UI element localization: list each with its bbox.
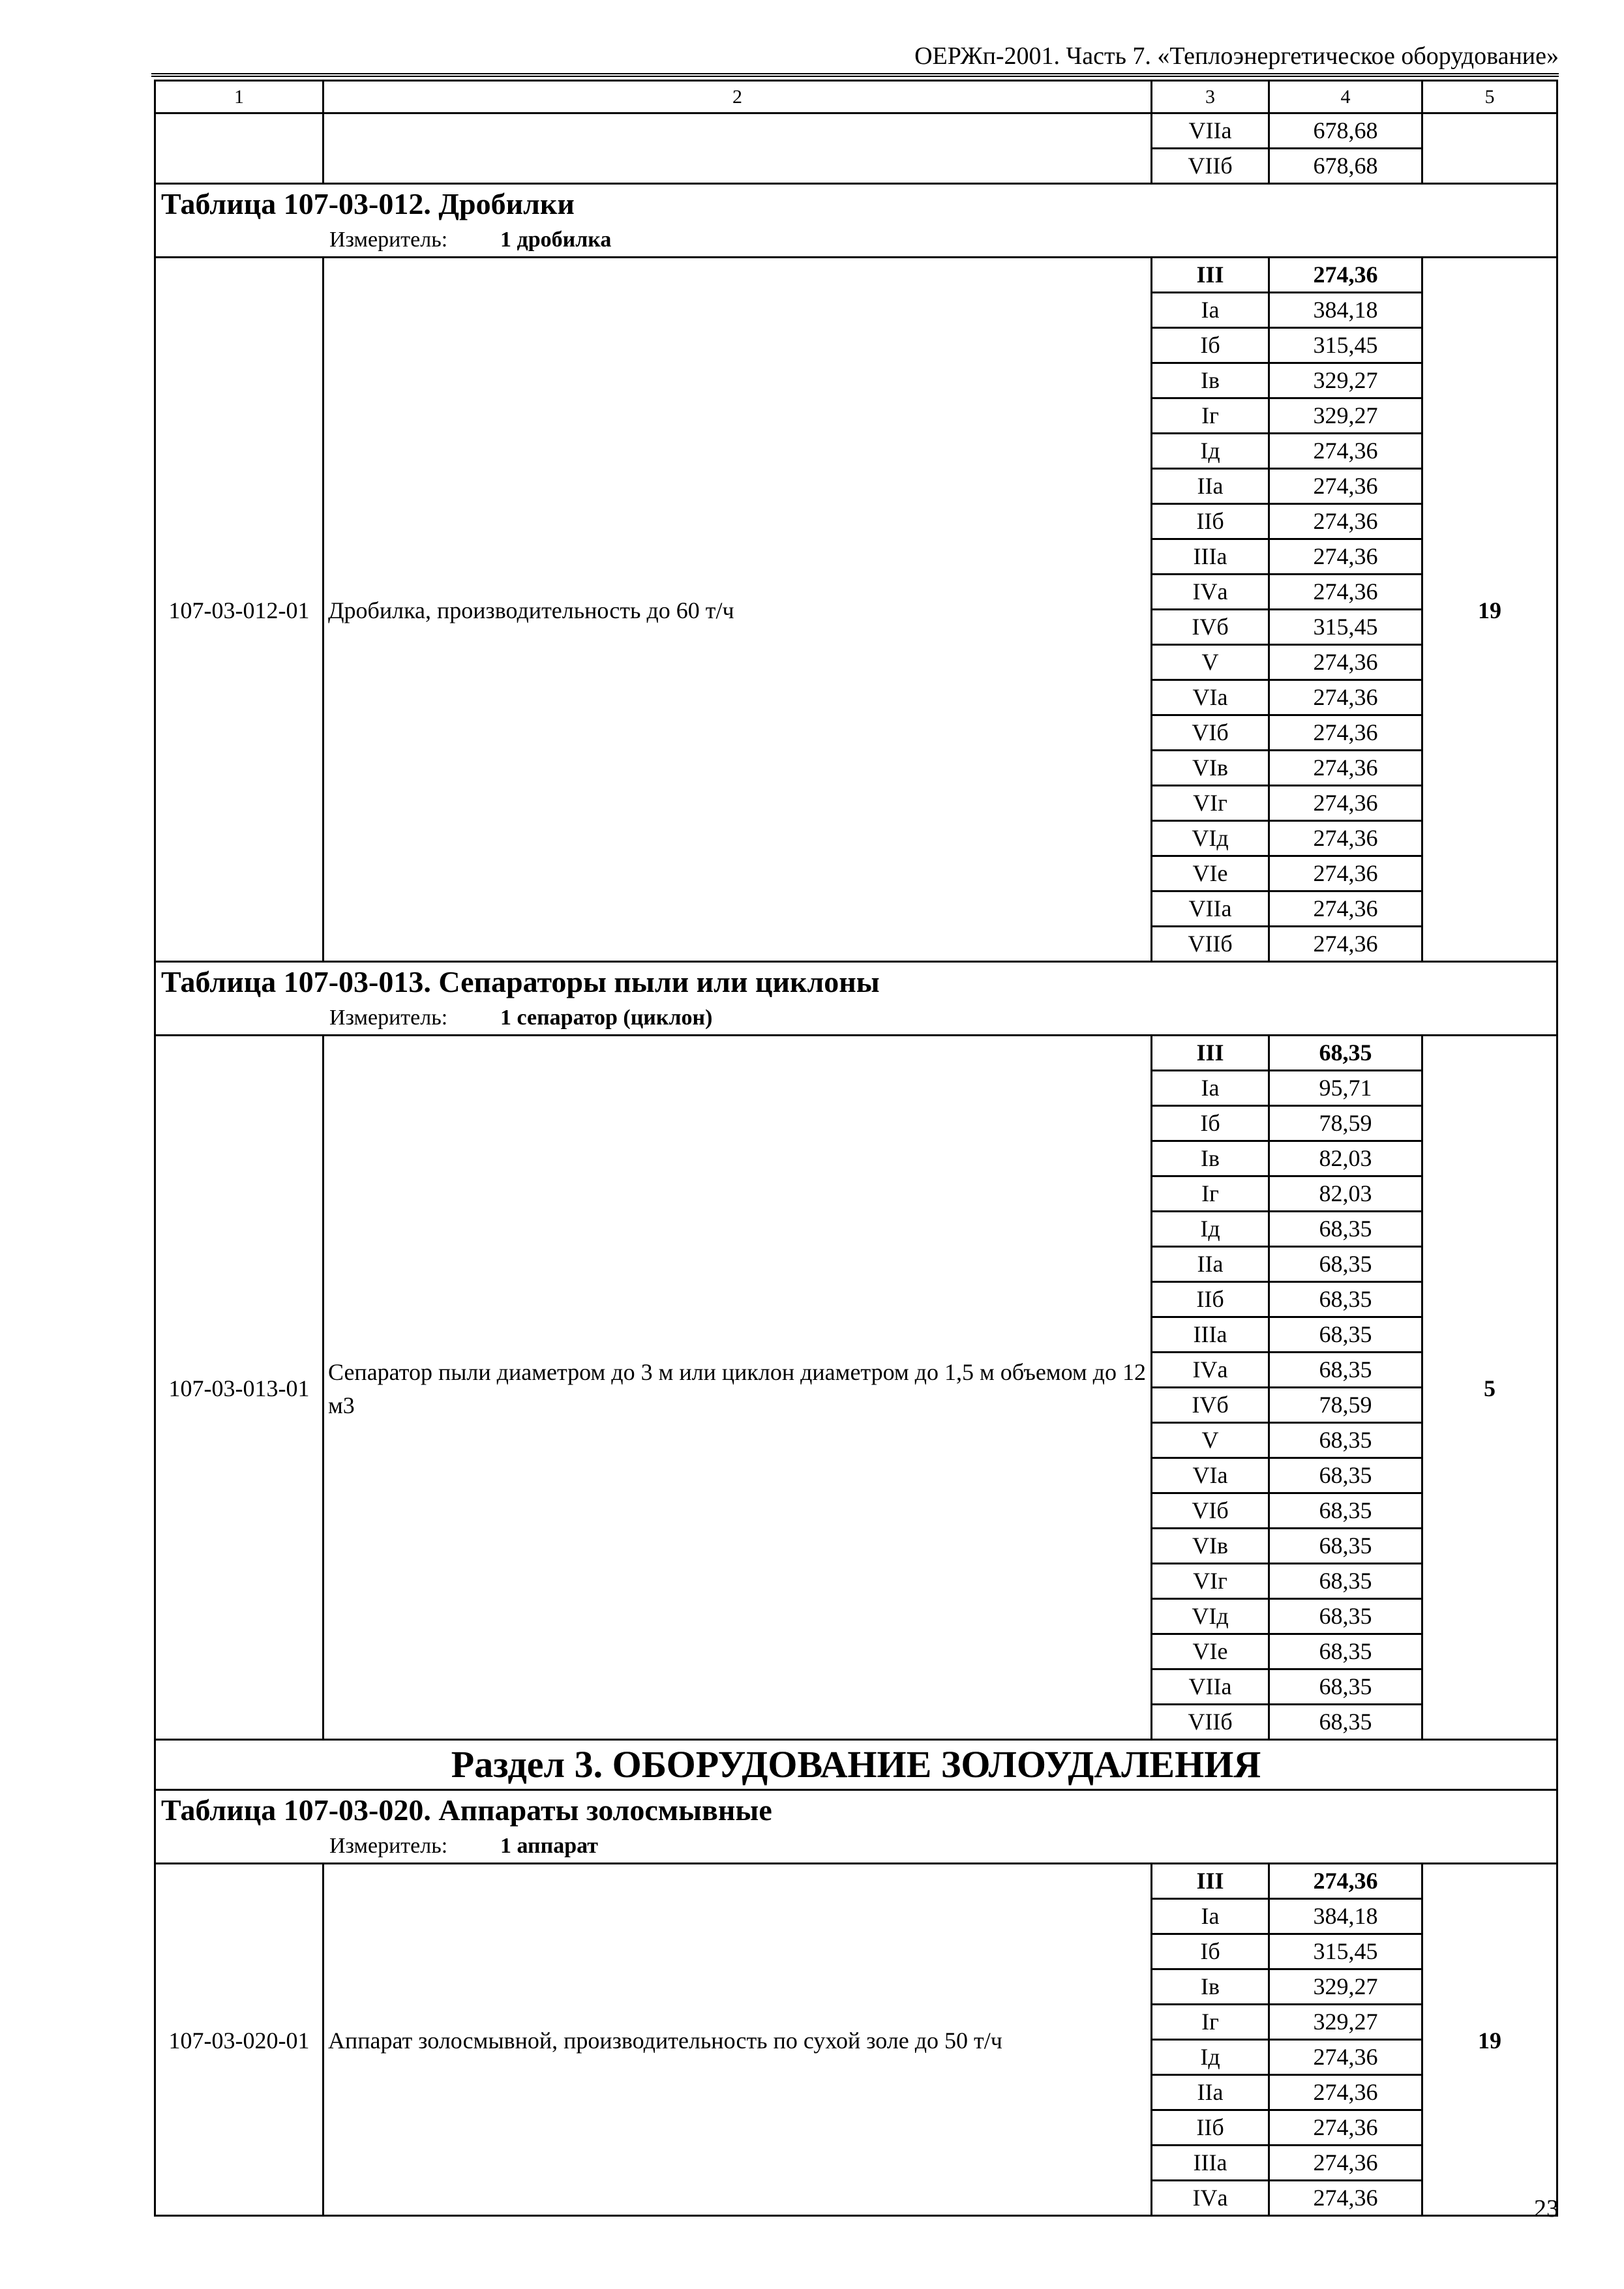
measure-row [155, 1830, 1557, 1864]
zone-cell: VIб [1152, 1493, 1269, 1529]
table-title-row [155, 1790, 1557, 1831]
page-number: 23 [1534, 2195, 1559, 2222]
code-cell: 107-03-020-01 [155, 1864, 323, 2216]
price-cell: 68,35 [1269, 1599, 1422, 1634]
price-cell: 68,35 [1269, 1423, 1422, 1458]
price-cell: 274,36 [1269, 715, 1422, 751]
price-cell: 329,27 [1269, 398, 1422, 434]
price-cell: 274,36 [1269, 927, 1422, 962]
zone-cell: IIа [1152, 469, 1269, 504]
price-cell: 274,36 [1269, 575, 1422, 610]
price-cell: 329,27 [1269, 2005, 1422, 2040]
price-cell: 274,36 [1269, 856, 1422, 891]
zone-cell: VIв [1152, 1529, 1269, 1564]
price-cell: 274,36 [1269, 2040, 1422, 2075]
zone-cell: IIб [1152, 1282, 1269, 1317]
price-cell: 274,36 [1269, 258, 1422, 293]
table-title: Таблица 107-03-020. Аппараты золосмывные [155, 1790, 1557, 1831]
zone-cell: Iв [1152, 363, 1269, 398]
code-cell: 107-03-013-01 [155, 1036, 323, 1740]
price-cell: 329,27 [1269, 363, 1422, 398]
zone-cell: III [1152, 1036, 1269, 1071]
zone-cell: VIв [1152, 751, 1269, 786]
measure-cell [155, 224, 1557, 258]
table-title-row [155, 184, 1557, 224]
measure-row [155, 224, 1557, 258]
zone-cell: Iа [1152, 1071, 1269, 1106]
price-cell: 68,35 [1269, 1247, 1422, 1282]
measure-label: Измеритель: [329, 1006, 448, 1030]
zone-cell: Iб [1152, 328, 1269, 363]
measure-cell [155, 1002, 1557, 1036]
price-cell: 68,35 [1269, 1564, 1422, 1599]
price-cell: 68,35 [1269, 1705, 1422, 1740]
column-number: 3 [1152, 81, 1269, 113]
zone-cell: III [1152, 1864, 1269, 1899]
zone-cell: III [1152, 258, 1269, 293]
price-cell: 78,59 [1269, 1106, 1422, 1141]
table-row [155, 1036, 1557, 1071]
price-cell: 68,35 [1269, 1353, 1422, 1388]
price-cell: 68,35 [1269, 1317, 1422, 1353]
measure-value: 1 дробилка [500, 228, 612, 252]
price-cell: 678,68 [1269, 113, 1422, 149]
table-row [155, 258, 1557, 293]
price-cell: 68,35 [1269, 1036, 1422, 1071]
zone-cell: VIг [1152, 786, 1269, 821]
table-body [155, 81, 1557, 2216]
price-cell: 274,36 [1269, 2075, 1422, 2110]
zone-cell: V [1152, 1423, 1269, 1458]
description-cell [323, 113, 1152, 184]
description-cell: Сепаратор пыли диаметром до 3 м или циклон диаметром до 1,5 м объемом до 12 м3 [323, 1036, 1152, 1740]
zone-cell: IIа [1152, 2075, 1269, 2110]
zone-cell: VIIб [1152, 1705, 1269, 1740]
price-table [154, 80, 1556, 2217]
section-row [155, 1740, 1557, 1790]
zone-cell: Iв [1152, 1141, 1269, 1176]
price-cell: 68,35 [1269, 1529, 1422, 1564]
zone-cell: VIб [1152, 715, 1269, 751]
category-cell: 19 [1422, 258, 1557, 962]
column-number: 1 [155, 81, 323, 113]
zone-cell: VIIа [1152, 113, 1269, 149]
category-cell: 5 [1422, 1036, 1557, 1740]
measure-row [155, 1002, 1557, 1036]
zone-cell: IIIа [1152, 2146, 1269, 2181]
price-cell: 384,18 [1269, 1899, 1422, 1934]
zone-cell: VIе [1152, 1634, 1269, 1669]
zone-cell: VIа [1152, 1458, 1269, 1493]
price-cell: 68,35 [1269, 1634, 1422, 1669]
price-cell: 82,03 [1269, 1176, 1422, 1212]
zone-cell: VIд [1152, 1599, 1269, 1634]
zone-cell: Iг [1152, 1176, 1269, 1212]
zone-cell: V [1152, 645, 1269, 680]
zone-cell: Iд [1152, 434, 1269, 469]
price-cell: 95,71 [1269, 1071, 1422, 1106]
zone-cell: IVа [1152, 2181, 1269, 2216]
price-cell: 274,36 [1269, 1864, 1422, 1899]
price-cell: 68,35 [1269, 1212, 1422, 1247]
header-rule [151, 73, 1559, 77]
price-cell: 274,36 [1269, 539, 1422, 575]
price-cell: 274,36 [1269, 821, 1422, 856]
price-cell: 274,36 [1269, 2110, 1422, 2146]
zone-cell: VIг [1152, 1564, 1269, 1599]
column-number-row [155, 81, 1557, 113]
zone-cell: IVб [1152, 610, 1269, 645]
zone-cell: VIIб [1152, 927, 1269, 962]
column-number: 4 [1269, 81, 1422, 113]
price-cell: 68,35 [1269, 1493, 1422, 1529]
zone-cell: VIд [1152, 821, 1269, 856]
table-title: Таблица 107-03-013. Сепараторы пыли или циклоны [155, 962, 1557, 1002]
zone-cell: VIIа [1152, 1669, 1269, 1705]
measure-label: Измеритель: [329, 228, 448, 252]
zone-cell: Iд [1152, 1212, 1269, 1247]
zone-cell: IVа [1152, 1353, 1269, 1388]
zone-cell: Iа [1152, 1899, 1269, 1934]
price-cell: 274,36 [1269, 786, 1422, 821]
category-cell: 19 [1422, 1864, 1557, 2216]
price-cell: 68,35 [1269, 1282, 1422, 1317]
code-cell: 107-03-012-01 [155, 258, 323, 962]
zone-cell: IVа [1152, 575, 1269, 610]
zone-cell: IIб [1152, 504, 1269, 539]
zone-cell: IIIа [1152, 539, 1269, 575]
column-number: 5 [1422, 81, 1557, 113]
description-cell: Дробилка, производительность до 60 т/ч [323, 258, 1152, 962]
table-title: Таблица 107-03-012. Дробилки [155, 184, 1557, 224]
zone-cell: VIа [1152, 680, 1269, 715]
measure-cell [155, 1830, 1557, 1864]
price-cell: 315,45 [1269, 610, 1422, 645]
code-cell [155, 113, 323, 184]
measure-value: 1 аппарат [500, 1834, 598, 1858]
price-cell: 329,27 [1269, 1969, 1422, 2005]
zone-cell: Iг [1152, 398, 1269, 434]
measure-value: 1 сепаратор (циклон) [500, 1006, 713, 1030]
price-cell: 274,36 [1269, 645, 1422, 680]
price-cell: 315,45 [1269, 328, 1422, 363]
price-cell: 274,36 [1269, 891, 1422, 927]
price-cell: 274,36 [1269, 434, 1422, 469]
price-cell: 82,03 [1269, 1141, 1422, 1176]
table-title-row [155, 962, 1557, 1002]
category-cell [1422, 113, 1557, 184]
price-cell: 68,35 [1269, 1669, 1422, 1705]
zone-cell: Iг [1152, 2005, 1269, 2040]
price-cell: 315,45 [1269, 1934, 1422, 1969]
zone-cell: IIа [1152, 1247, 1269, 1282]
price-cell: 384,18 [1269, 293, 1422, 328]
zone-cell: Iб [1152, 1934, 1269, 1969]
table-row [155, 1864, 1557, 1899]
zone-cell: Iб [1152, 1106, 1269, 1141]
zone-cell: IIIа [1152, 1317, 1269, 1353]
zone-cell: IIб [1152, 2110, 1269, 2146]
zone-cell: VIIа [1152, 891, 1269, 927]
price-cell: 274,36 [1269, 469, 1422, 504]
section-title: Раздел 3. ОБОРУДОВАНИЕ ЗОЛОУДАЛЕНИЯ [155, 1740, 1557, 1790]
zone-cell: Iа [1152, 293, 1269, 328]
zone-cell: VIIб [1152, 149, 1269, 184]
price-cell: 678,68 [1269, 149, 1422, 184]
price-cell: 78,59 [1269, 1388, 1422, 1423]
price-cell: 274,36 [1269, 504, 1422, 539]
price-cell: 274,36 [1269, 751, 1422, 786]
zone-cell: Iд [1152, 2040, 1269, 2075]
zone-cell: VIе [1152, 856, 1269, 891]
price-cell: 68,35 [1269, 1458, 1422, 1493]
running-header: ОЕРЖп-2001. Часть 7. «Теплоэнергетическое оборудование» [914, 42, 1559, 70]
price-cell: 274,36 [1269, 2181, 1422, 2216]
measure-label: Измеритель: [329, 1834, 448, 1858]
zone-cell: Iв [1152, 1969, 1269, 2005]
price-table-grid [154, 80, 1558, 2217]
description-cell: Аппарат золосмывной, производительность по сухой золе до 50 т/ч [323, 1864, 1152, 2216]
column-number: 2 [323, 81, 1152, 113]
price-cell: 274,36 [1269, 680, 1422, 715]
price-cell: 274,36 [1269, 2146, 1422, 2181]
zone-cell: IVб [1152, 1388, 1269, 1423]
table-row [155, 113, 1557, 149]
